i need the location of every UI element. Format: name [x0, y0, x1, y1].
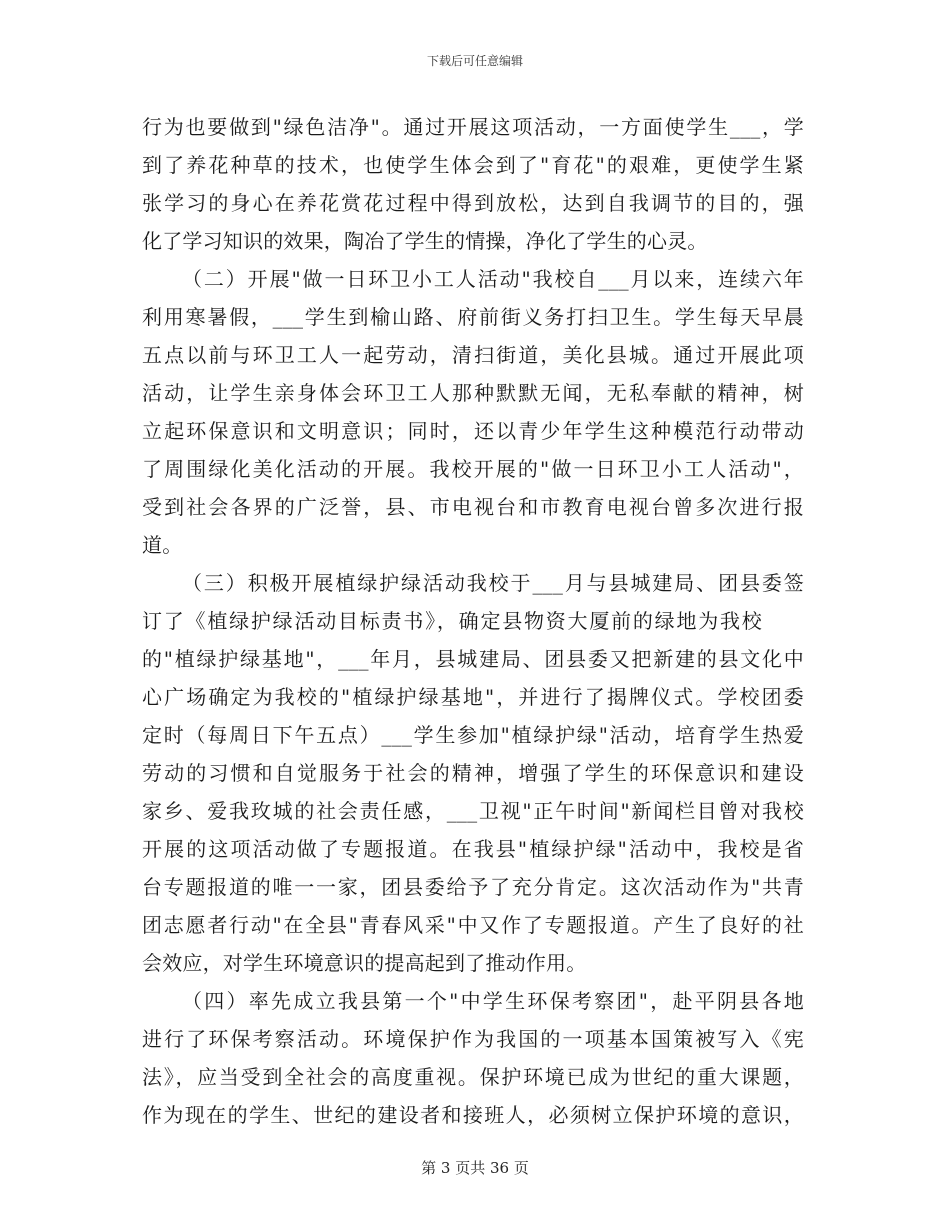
text-line: 开展的这项活动做了专题报道。在我县"植绿护绿"活动中，我校是省: [142, 837, 804, 861]
text-line: 进行了环保考察活动。环境保护作为我国的一项基本国策被写入《宪: [142, 1027, 804, 1051]
text-line: 到了养花种草的技术，也使学生体会到了"育花"的艰难，更使学生紧: [142, 153, 804, 177]
text-line: 订了《植绿护绿活动目标责书》，确定县物资大厦前的绿地为我校: [142, 609, 762, 633]
text-line: 受到社会各界的广泛誉，县、市电视台和市教育电视台曾多次进行报: [142, 495, 804, 519]
paragraph-3: [142, 564, 804, 982]
text-line: 张学习的身心在养花赏花过程中得到放松，达到自我调节的目的，强: [142, 191, 804, 215]
paragraph-1: [142, 108, 804, 260]
text-line: 行为也要做到"绿色洁净"。通过开展这项活动，一方面使学生___，学: [142, 115, 804, 139]
text-line: 活动，让学生亲身体会环卫工人那种默默无闻，无私奉献的精神，树: [142, 381, 804, 405]
document-body: [142, 108, 804, 1134]
text-line: 家乡、爱我玫城的社会责任感，___卫视"正午时间"新闻栏目曾对我校: [142, 799, 804, 823]
text-line: 会效应，对学生环境意识的提高起到了推动作用。: [142, 951, 587, 975]
text-line: （四）率先成立我县第一个"中学生环保考察团"，赴平阴县各地: [182, 989, 804, 1013]
text-line: 利用寒暑假，___学生到榆山路、府前街义务打扫卫生。学生每天早晨: [142, 305, 804, 329]
paragraph-2: [142, 260, 804, 564]
text-line: 立起环保意识和文明意识；同时，还以青少年学生这种模范行动带动: [142, 419, 804, 443]
text-line: 定时（每周日下午五点）___学生参加"植绿护绿"活动，培育学生热爱: [142, 723, 804, 747]
text-line: 团志愿者行动"在全县"青春风采"中又作了专题报道。产生了良好的社: [142, 913, 804, 937]
text-line: 作为现在的学生、世纪的建设者和接班人，必须树立保护环境的意识，: [142, 1103, 804, 1127]
text-line: 劳动的习惯和自觉服务于社会的精神，增强了学生的环保意识和建设: [142, 761, 804, 785]
text-line: 台专题报道的唯一一家，团县委给予了充分肯定。这次活动作为"共青: [142, 875, 804, 899]
text-line: 了周围绿化美化活动的开展。我校开展的"做一日环卫小工人活动"，: [142, 457, 804, 481]
text-line: 化了学习知识的效果，陶冶了学生的情操，净化了学生的心灵。: [142, 229, 708, 253]
page-footer: 第 3 页共 36 页: [421, 1159, 529, 1177]
paragraph-4: [142, 982, 804, 1134]
text-line: （二）开展"做一日环卫小工人活动"我校自___月以来，连续六年: [182, 267, 804, 291]
text-line: 五点以前与环卫工人一起劳动，清扫街道，美化县城。通过开展此项: [142, 343, 804, 367]
text-line: 心广场确定为我校的"植绿护绿基地"，并进行了揭牌仪式。学校团委: [142, 685, 804, 709]
text-line: 道。: [142, 533, 183, 557]
text-line: 法》，应当受到全社会的高度重视。保护环境已成为世纪的重大课题，: [142, 1065, 804, 1089]
text-line: （三）积极开展植绿护绿活动我校于___月与县城建局、团县委签: [182, 571, 804, 595]
text-line: 的"植绿护绿基地"，___年月，县城建局、团县委又把新建的县文化中: [142, 647, 804, 671]
page-header: 下载后可任意编辑: [426, 54, 523, 68]
